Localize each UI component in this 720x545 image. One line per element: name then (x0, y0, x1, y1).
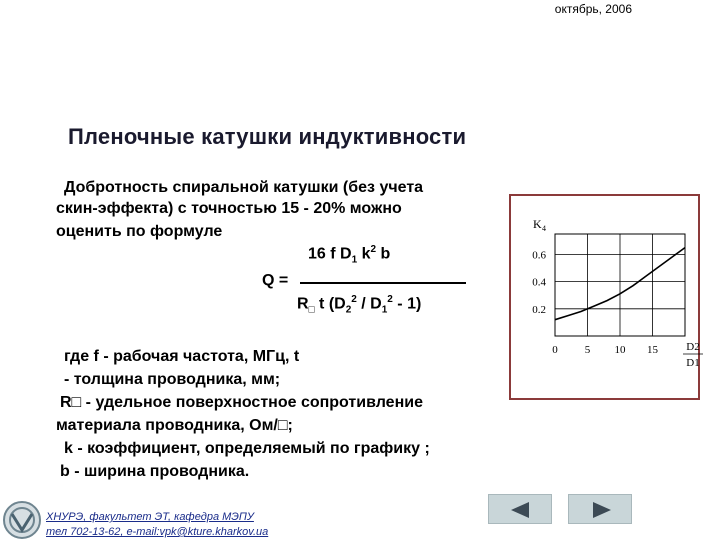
x-tick-label: 5 (584, 344, 591, 356)
arrow-right-icon (569, 495, 633, 525)
formula-numerator: 16 f $D_1$ $k^2$ b (308, 244, 391, 266)
header-date: октябрь, 2006 (554, 2, 632, 16)
intro-line-3: оценить по формуле (56, 223, 223, 240)
x-tick-label: 0 (552, 344, 558, 356)
intro-line-2: скин-эффекта) с точностью 15 - 20% можно (56, 200, 402, 217)
footer-contacts[interactable] (46, 510, 268, 540)
formula-denominator: $R_□$ t $(D_2^2 / D_1^2 - 1)$ (297, 294, 422, 316)
y-tick-label: 0.4 (532, 276, 546, 289)
fraction-bar (300, 282, 466, 284)
where-line-3: R□ - удельное поверхностное сопротивление (60, 394, 423, 411)
next-slide-button[interactable] (568, 494, 632, 524)
y-axis-label: K (533, 217, 542, 231)
formula-lhs: Q = (262, 272, 289, 289)
x-axis-label-num: D2 (686, 341, 700, 353)
arrow-left-icon (489, 495, 553, 525)
x-tick-label: 15 (647, 344, 658, 356)
where-line-4: материала проводника, Ом/□; (56, 417, 293, 434)
y-tick-label: 0.6 (532, 249, 546, 262)
prev-slide-button[interactable] (488, 494, 552, 524)
intro-line-1: Добротность спиральной катушки (без учета (64, 179, 424, 196)
slide-title: Пленочные катушки индуктивности (68, 124, 467, 149)
where-line-5: k - коэффициент, определяемый по графику ; (64, 440, 430, 457)
where-line-2: - толщина проводника, мм; (64, 371, 281, 388)
footer-line-2[interactable]: тел 702-13-62, e-mail:vpk@kture.kharkov.ua (46, 526, 269, 538)
x-tick-label: 10 (614, 344, 626, 356)
y-tick-label: 0.2 (532, 303, 546, 316)
university-logo (2, 500, 42, 540)
footer-line-1[interactable]: ХНУРЭ, факультет ЭТ, кафедра МЭПУ (46, 511, 254, 523)
x-axis-label-den: D1 (686, 357, 700, 369)
k-coefficient-chart (509, 194, 700, 400)
where-line-1: где f - рабочая частота, МГц, t (64, 348, 300, 365)
chart-canvas (511, 196, 698, 398)
where-line-6: b - ширина проводника. (60, 463, 250, 480)
y-axis-label-sub: 4 (542, 224, 546, 233)
